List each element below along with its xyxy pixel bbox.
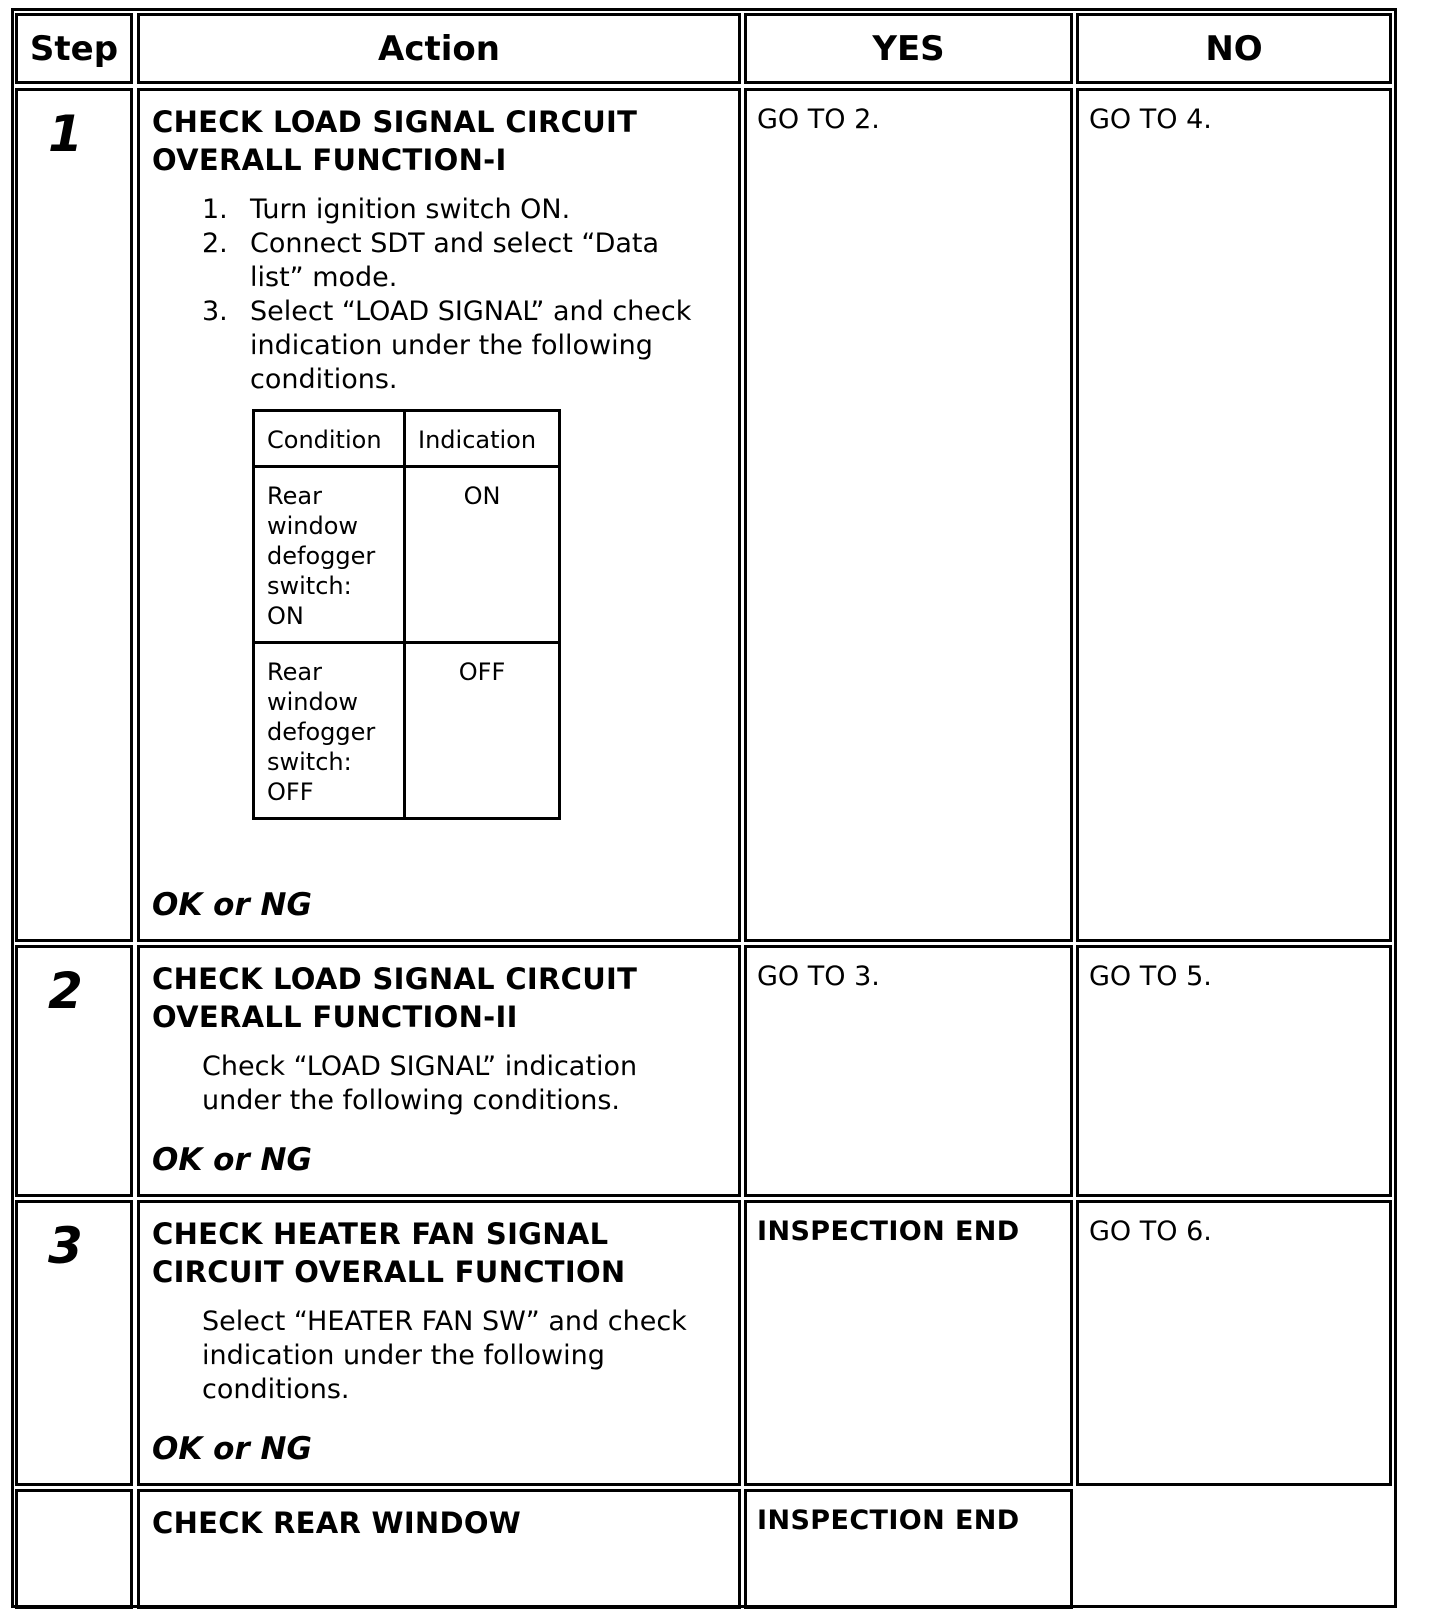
table-header-row	[254, 411, 560, 467]
condition-cell: Rear window defogger switch: OFF	[254, 643, 405, 819]
header-action: Action	[137, 13, 741, 84]
action-title: CHECK LOAD SIGNAL CIRCUIT OVERALL FUNCTION-II	[152, 962, 638, 1034]
no-result: GO TO 4.	[1089, 104, 1212, 135]
no-result: GO TO 5.	[1089, 961, 1212, 992]
yes-result: GO TO 2.	[757, 104, 880, 135]
header-step: Step	[15, 13, 133, 84]
step-2-cell	[15, 945, 133, 1197]
ok-ng-label: OK or NG	[152, 1431, 312, 1467]
no-result: GO TO 6.	[1089, 1216, 1212, 1247]
instruction-item: 1. Turn ignition switch ON.	[202, 194, 571, 225]
indication-cell: OFF	[405, 643, 560, 819]
step-number: 1	[48, 105, 83, 163]
instruction-item: 3. Select “LOAD SIGNAL” and check indication under the following conditions.	[202, 296, 692, 395]
header-yes: YES	[744, 13, 1073, 84]
yes-result: INSPECTION END	[757, 1216, 1020, 1247]
action-description: Select “HEATER FAN SW” and check indication under the following conditions.	[202, 1306, 687, 1405]
action-title: CHECK LOAD SIGNAL CIRCUIT OVERALL FUNCTION-I	[152, 105, 638, 177]
ok-ng-label: OK or NG	[152, 1142, 312, 1178]
yes-4-cell	[744, 1489, 1073, 1609]
action-3-cell	[137, 1200, 741, 1486]
step-number: 3	[48, 1217, 83, 1275]
table-header-cell: Indication	[405, 411, 560, 467]
no-1-cell	[1076, 88, 1392, 942]
step-4-cell	[15, 1489, 133, 1609]
header-no: NO	[1076, 13, 1392, 84]
indication-cell: ON	[405, 467, 560, 643]
table-row	[254, 643, 560, 819]
step-3-cell	[15, 1200, 133, 1486]
table-header-cell: Condition	[254, 411, 405, 467]
yes-result: INSPECTION END	[757, 1505, 1020, 1536]
yes-3-cell	[744, 1200, 1073, 1486]
action-1-cell	[137, 88, 741, 942]
action-4-cell	[137, 1489, 741, 1609]
condition-table	[252, 409, 561, 820]
table-row	[254, 467, 560, 643]
no-3-cell	[1076, 1200, 1392, 1486]
step-number: 2	[48, 962, 83, 1020]
no-2-cell	[1076, 945, 1392, 1197]
yes-2-cell	[744, 945, 1073, 1197]
instructions	[202, 193, 741, 397]
yes-result: GO TO 3.	[757, 961, 880, 992]
step-1-cell	[15, 88, 133, 942]
action-description: Check “LOAD SIGNAL” indication under the following conditions.	[202, 1051, 638, 1116]
ok-ng-label: OK or NG	[152, 887, 312, 923]
instruction-item: 2. Connect SDT and select “Data list” mode.	[202, 228, 660, 293]
yes-1-cell	[744, 88, 1073, 942]
condition-cell: Rear window defogger switch: ON	[254, 467, 405, 643]
action-2-cell	[137, 945, 741, 1197]
action-title: CHECK HEATER FAN SIGNAL CIRCUIT OVERALL FUNCTION	[152, 1217, 626, 1289]
action-title: CHECK REAR WINDOW	[152, 1506, 522, 1540]
